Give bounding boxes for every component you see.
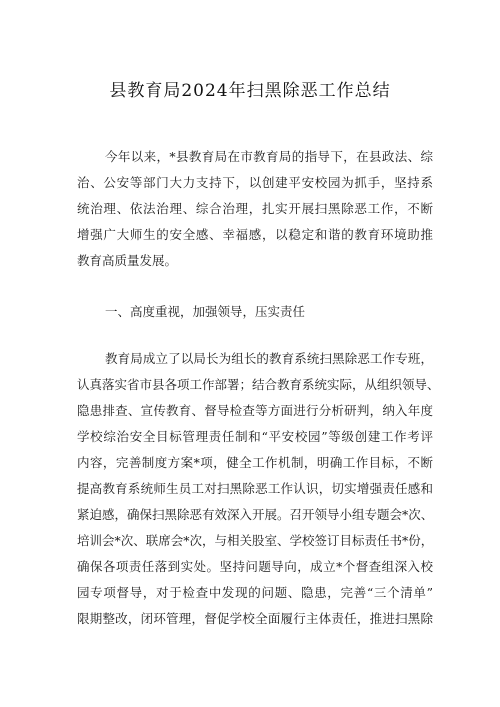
- text-line: 确保各项责任落到实处。坚持问题导向，成立*个督查组深入校: [77, 559, 433, 574]
- section-paragraph: [77, 346, 440, 632]
- text-line: 紧迫感，确保扫黑除恶有效深入开展。召开领导小组专题会*次、: [77, 507, 434, 522]
- text-line: 治、公安等部门大力支持下，以创建平安校园为抓手，坚持系: [77, 175, 433, 190]
- text-line: 教育高质量发展。: [77, 253, 178, 268]
- intro-paragraph: [77, 144, 433, 274]
- text-line: 今年以来，*县教育局在市教育局的指导下，在县政法、综: [105, 149, 433, 164]
- section-heading: [77, 299, 433, 325]
- text-line: 园专项督导，对于检查中发现的问题、隐患，完善“三个清单”: [77, 585, 433, 600]
- text-line: 认真落实省市县各项工作部署；结合教育系统实际，从组织领导、: [77, 377, 440, 392]
- text-line: 统治理、依法治理、综合治理，扎实开展扫黑除恶工作，不断: [77, 201, 433, 216]
- text-line: 增强广大师生的安全感、幸福感，以稳定和谐的教育环境助推: [77, 227, 433, 242]
- text-line: 限期整改，闭环管理，督促学校全面履行主体责任，推进扫黑除: [77, 611, 433, 626]
- text-line: 培训会*次、联席会*次，与相关股室、学校签订目标责任书*份，: [77, 533, 434, 548]
- text-line: 内容，完善制度方案*项，健全工作机制，明确工作目标，不断: [77, 455, 433, 470]
- section-heading-text: 一、高度重视，加强领导，压实责任: [105, 304, 306, 319]
- text-line: 教育局成立了以局长为组长的教育系统扫黑除恶工作专班，: [105, 351, 433, 366]
- text-line: 隐患排查、宣传教育、督导检查等方面进行分析研判，纳入年度: [77, 403, 433, 418]
- text-line: 提高教育系统师生员工对扫黑除恶工作认识，切实增强责任感和: [77, 481, 433, 496]
- text-line: 学校综治安全目标管理责任制和“平安校园”等级创建工作考评: [77, 429, 433, 444]
- document-title: 县教育局2024年扫黑除恶工作总结: [109, 81, 391, 101]
